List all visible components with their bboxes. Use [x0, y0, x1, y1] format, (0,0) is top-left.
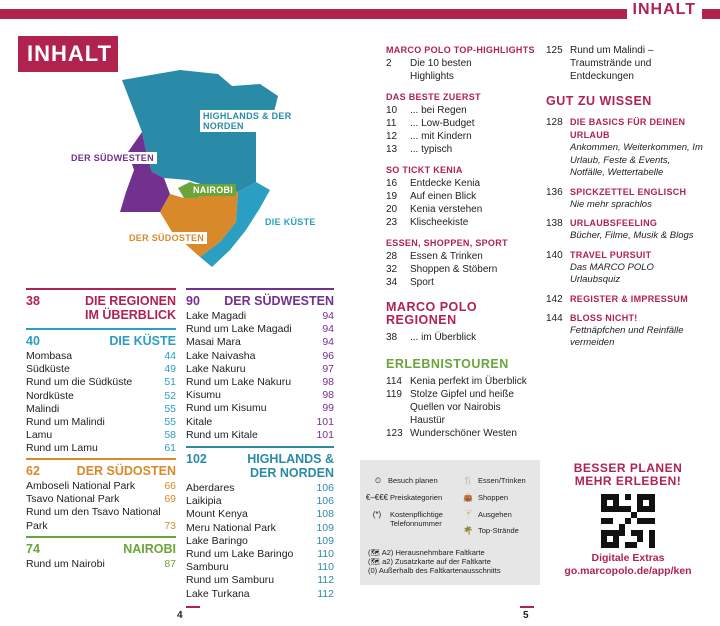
toc-entry-page — [546, 70, 570, 83]
toc-entry[interactable] — [186, 376, 334, 389]
region-entry-list — [26, 558, 176, 571]
toc-entry-title: Malindi — [26, 402, 60, 415]
toc-entry-title: Lake Magadi — [186, 310, 247, 322]
toc-entry[interactable] — [386, 388, 536, 401]
toc-entry[interactable] — [386, 375, 536, 388]
section-suedwesten — [186, 288, 334, 442]
toc-list — [386, 104, 536, 156]
wissen-page: 140 — [546, 249, 563, 261]
heading-top-highlights: MARCO POLO TOP-HIGHLIGHTS — [386, 45, 535, 55]
toc-entry-page: 109 — [316, 534, 334, 547]
toc-entry-page: 55 — [164, 416, 176, 429]
wissen-title: DIE BASICS FÜR DEINEN URLAUB — [570, 117, 686, 140]
toc-entry-page: 16 — [386, 178, 398, 189]
toc-entry-page: 110 — [317, 561, 334, 574]
toc-entry[interactable] — [186, 429, 334, 442]
wissen-title: SPICKZETTEL ENGLISCH — [570, 186, 687, 197]
toc-entry[interactable] — [26, 350, 176, 363]
toc-entry[interactable] — [186, 522, 334, 535]
toc-entry-page: 11 — [386, 118, 397, 129]
toc-entry-title: Amboseli National Park — [26, 480, 136, 492]
toc-entry[interactable] — [186, 389, 334, 402]
toc-entry-title: Quellen vor Nairobis Haustür — [410, 402, 501, 426]
wissen-subtitle: Nie mehr sprachlos — [570, 198, 652, 210]
extras-heading-2: MEHR ERLEBEN! — [574, 474, 682, 488]
header-bar — [0, 0, 720, 26]
wissen-subtitle: Bücher, Filme, Musik & Blogs — [570, 230, 694, 241]
toc-entry-title: Entdecke Kenia — [410, 178, 481, 189]
toc-entry-page: 94 — [322, 323, 334, 336]
toc-entry[interactable] — [26, 363, 176, 376]
page-line-left — [186, 606, 200, 608]
toc-entry-page — [386, 401, 410, 427]
toc-list — [386, 177, 536, 229]
wissen-page: 138 — [546, 218, 563, 229]
extras-url[interactable]: go.marcopolo.de/app/ken — [564, 565, 692, 577]
toc-entry-page: 23 — [386, 217, 398, 228]
page-number-right: 5 — [523, 610, 529, 621]
toc-entry-title: Rund um Lake Magadi — [186, 323, 292, 336]
bag-icon: 👜 — [463, 493, 473, 502]
map-label-kueste: DIE KÜSTE — [262, 216, 319, 228]
wissen-entry[interactable] — [546, 186, 706, 212]
toc-entry-page: 20 — [386, 204, 398, 215]
toc-entry-title: Essen & Trinken — [410, 251, 483, 262]
toc-entry-title: Traumstrände und — [570, 58, 652, 69]
asterisk-icon: (*) — [372, 510, 382, 519]
section-title: NAIROBI — [123, 542, 176, 556]
toc-entry-page: 106 — [316, 482, 334, 494]
toc-entry-page: 28 — [386, 251, 398, 262]
toc-entry[interactable] — [386, 117, 536, 130]
palm-icon: 🌴 — [463, 526, 473, 535]
legend-note: (0) Außerhalb des Faltkartenausschnitts — [368, 566, 501, 575]
section-title: HIGHLANDS & DER NORDEN — [247, 452, 334, 480]
toc-entry-title: ... Low-Budget — [410, 118, 475, 129]
toc-entry-title: Klischeekiste — [410, 217, 469, 228]
toc-entry-page: 112 — [317, 574, 334, 587]
section-page: 102 — [186, 452, 207, 466]
digital-extras — [548, 462, 708, 578]
toc-entry-title: Laikipia — [186, 495, 222, 508]
section-page: 40 — [26, 334, 40, 348]
toc-entry[interactable] — [386, 263, 536, 276]
toc-entry[interactable] — [386, 70, 536, 83]
toc-entry-page: 96 — [322, 349, 334, 362]
toc-entry-page: 2 — [386, 58, 392, 69]
toc-entry-page: 66 — [164, 480, 176, 492]
extras-heading-1: BESSER PLANEN — [573, 461, 683, 475]
heading-regionen: MARCO POLO REGIONEN — [386, 300, 478, 327]
toc-entry[interactable] — [186, 323, 334, 336]
section-title: DIE REGIONEN IM ÜBERBLICK — [85, 294, 176, 322]
heading-das-beste-zuerst: DAS BESTE ZUERST — [386, 92, 481, 102]
toc-entry[interactable] — [386, 177, 536, 190]
section-page: 74 — [26, 542, 40, 556]
region-entry-list — [26, 480, 176, 533]
glass-icon: 🍸 — [463, 510, 473, 519]
legend-item — [364, 510, 454, 528]
toc-entry[interactable] — [186, 310, 334, 323]
toc-entry-page: 87 — [164, 558, 176, 570]
toc-entry-title: Meru National Park — [186, 521, 276, 534]
toc-entry-title: Die 10 besten — [410, 58, 472, 69]
legend-text: Besuch planen — [388, 476, 438, 485]
toc-entry[interactable] — [386, 57, 536, 70]
wissen-entry[interactable] — [546, 116, 706, 180]
toc-entry-title: Mount Kenya — [186, 508, 248, 521]
toc-entry-title: ... bei Regen — [410, 105, 467, 116]
toc-entry-page: 119 — [386, 389, 402, 400]
wissen-page: 144 — [546, 312, 563, 324]
toc-entry[interactable] — [26, 558, 176, 571]
legend-text: Essen/Trinken — [478, 476, 526, 485]
toc-entry-page: 52 — [164, 389, 176, 402]
toc-entry[interactable] — [386, 130, 536, 143]
section-overview — [26, 288, 176, 324]
toc-entry-page: 13 — [386, 144, 398, 155]
euro-icon: €–€€€ — [365, 493, 389, 502]
toc-entry[interactable] — [186, 482, 334, 495]
legend-item — [364, 493, 442, 502]
toc-entry-title: Sport — [410, 277, 434, 288]
toc-entry-title: Nordküste — [26, 389, 74, 402]
toc-entry[interactable] — [386, 401, 536, 427]
legend-note: (🗺 A2) Herausnehmbare Faltkarte — [368, 548, 485, 557]
toc-entry-title: Highlights — [410, 71, 454, 82]
toc-entry[interactable] — [386, 216, 536, 229]
legend-item — [458, 493, 508, 502]
legend-item — [368, 476, 438, 485]
toc-entry-page — [546, 57, 570, 70]
map-label-highlands: HIGHLANDS & DER NORDEN — [200, 110, 320, 132]
toc-entry-page: 69 — [164, 493, 176, 506]
toc-entry[interactable] — [26, 480, 176, 493]
section-header — [26, 288, 176, 322]
toc-entry[interactable] — [386, 104, 536, 117]
toc-entry[interactable] — [186, 588, 334, 601]
toc-entry[interactable] — [26, 376, 176, 389]
toc-entry[interactable] — [186, 416, 334, 429]
wissen-entry[interactable] — [546, 217, 706, 243]
heading-gut-zu-wissen: GUT ZU WISSEN — [546, 94, 652, 108]
toc-entry[interactable] — [386, 250, 536, 263]
page-line-right — [520, 606, 534, 608]
toc-entry-page: 32 — [386, 264, 398, 275]
toc-entry-page: 51 — [164, 376, 176, 389]
toc-entry-page: 58 — [164, 429, 176, 442]
toc-entry[interactable] — [26, 403, 176, 416]
section-nairobi — [26, 536, 176, 571]
toc-entry[interactable] — [186, 350, 334, 363]
toc-entry[interactable] — [386, 331, 536, 344]
map-label-suedosten: DER SÜDOSTEN — [126, 232, 207, 244]
heading-erlebnistouren: ERLEBNISTOUREN — [386, 357, 509, 371]
toc-entry-title: Rund um Kitale — [186, 428, 258, 441]
toc-entry-page: 97 — [322, 362, 334, 375]
region-entry-list — [186, 482, 334, 601]
toc-entry[interactable] — [386, 143, 536, 156]
toc-entry[interactable] — [26, 416, 176, 429]
header-line — [0, 9, 720, 19]
column-contents-4 — [546, 44, 706, 356]
toc-entry-title: Lake Naivasha — [186, 349, 256, 362]
toc-list — [546, 44, 706, 83]
toc-entry[interactable] — [186, 561, 334, 574]
toc-entry-title: Shoppen & Stöbern — [410, 264, 498, 275]
toc-entry[interactable] — [386, 427, 536, 440]
toc-entry-page: 19 — [386, 191, 398, 202]
toc-entry-title: ... typisch — [410, 144, 453, 155]
toc-entry-title: Lake Turkana — [186, 587, 250, 600]
toc-entry[interactable] — [186, 508, 334, 521]
toc-entry-title: Rund um Lake Baringo — [186, 548, 294, 561]
toc-entry-page: 94 — [322, 336, 334, 349]
page-title: INHALT — [18, 36, 118, 72]
wissen-subtitle: Fettnäpfchen und Reinfälle vermeiden — [570, 324, 684, 348]
toc-entry[interactable] — [26, 493, 176, 506]
toc-entry-page — [386, 70, 410, 83]
toc-entry-page: 109 — [316, 521, 334, 534]
kenya-region-map — [60, 62, 320, 272]
toc-entry-page: 44 — [164, 350, 176, 362]
wissen-entry[interactable] — [546, 312, 706, 350]
toc-entry[interactable] — [546, 70, 706, 83]
toc-entry-title: Wunderschöner Westen — [410, 428, 517, 439]
toc-entry-page: 123 — [386, 428, 403, 439]
toc-entry-title: ... im Überblick — [410, 332, 477, 343]
toc-entry-page: 12 — [386, 131, 398, 142]
legend-item — [458, 510, 512, 519]
toc-entry[interactable] — [546, 57, 706, 70]
map-label-suedwesten: DER SÜDWESTEN — [68, 152, 157, 164]
toc-entry-title: Mombasa — [26, 350, 73, 362]
region-entry-list — [26, 350, 176, 456]
wissen-entry[interactable] — [546, 249, 706, 287]
toc-entry-title: Lake Nakuru — [186, 362, 246, 375]
toc-entry-title: Rund um den Tsavo National — [26, 506, 161, 519]
legend-text: Ausgehen — [478, 510, 512, 519]
wissen-subtitle: Das MARCO POLO Urlaubsquiz — [570, 261, 654, 285]
toc-entry-page: 38 — [386, 332, 398, 343]
toc-entry[interactable] — [186, 402, 334, 415]
legend-text: Preiskategorien — [390, 493, 443, 502]
section-header — [26, 328, 176, 348]
toc-entry-page: 110 — [317, 548, 334, 561]
extras-label: Digitale Extras — [591, 552, 665, 564]
clock-icon: ⏲ — [374, 476, 382, 485]
toc-entry-page: 49 — [164, 363, 176, 376]
toc-entry-page: 106 — [316, 495, 334, 508]
toc-entry[interactable] — [186, 548, 334, 561]
toc-entry-title: Kenia perfekt im Überblick — [410, 376, 527, 387]
toc-entry-title: Rund um Samburu — [186, 574, 275, 587]
toc-entry[interactable] — [26, 520, 176, 533]
toc-entry[interactable] — [26, 442, 176, 455]
toc-entry-page: 101 — [316, 415, 334, 428]
section-page: 90 — [186, 294, 200, 308]
wissen-list — [546, 116, 706, 350]
wissen-subtitle: Ankommen, Weiterkommen, Im Urlaub, Feste & Events, Notfälle, Wettertabelle — [570, 142, 703, 178]
section-kueste — [26, 328, 176, 456]
wissen-title: URLAUBSFEELING — [570, 218, 658, 228]
legend-note: (🗺 a2) Zusatzkarte auf der Faltkarte — [368, 557, 491, 566]
section-title: DER SÜDWESTEN — [224, 294, 334, 308]
region-entry-list — [186, 310, 334, 442]
toc-entry-page: 99 — [322, 402, 334, 415]
toc-entry-title: Aberdares — [186, 482, 235, 494]
toc-entry[interactable] — [26, 390, 176, 403]
toc-entry[interactable] — [26, 429, 176, 442]
toc-entry-title: Stolze Gipfel und heiße — [410, 389, 514, 400]
toc-list — [386, 57, 536, 83]
toc-entry[interactable] — [386, 276, 536, 289]
section-title: DIE KÜSTE — [109, 334, 176, 348]
toc-entry-title: Tsavo National Park — [26, 493, 120, 506]
toc-entry-page: 94 — [322, 310, 334, 322]
toc-entry[interactable] — [186, 363, 334, 376]
legend-item — [458, 526, 519, 535]
wissen-page: 142 — [546, 293, 563, 305]
toc-entry-title: Rund um Malindi — [26, 416, 105, 429]
toc-entry-page: 98 — [322, 376, 334, 389]
toc-entry-title: Rund um Malindi – — [570, 45, 654, 56]
toc-entry-title: Rund um Kisumu — [186, 402, 267, 415]
toc-entry-title: Kitale — [186, 415, 213, 428]
toc-entry-title: Samburu — [186, 561, 229, 574]
toc-entry-page: 98 — [322, 389, 334, 402]
toc-entry[interactable] — [26, 506, 176, 519]
qr-code-icon[interactable] — [601, 494, 655, 548]
toc-entry[interactable] — [186, 495, 334, 508]
toc-list — [386, 375, 536, 440]
section-highlands — [186, 446, 334, 601]
toc-entry-title: Entdeckungen — [570, 71, 634, 82]
toc-entry-page: 73 — [164, 519, 176, 532]
column-contents-3 — [386, 44, 536, 440]
map-label-nairobi: NAIROBI — [190, 184, 236, 196]
toc-entry[interactable] — [186, 574, 334, 587]
toc-entry[interactable] — [386, 203, 536, 216]
toc-list — [386, 250, 536, 289]
wissen-page: 136 — [546, 186, 563, 198]
toc-entry-page: 112 — [317, 587, 334, 600]
section-header — [186, 288, 334, 308]
wissen-title: BLOSS NICHT! — [570, 312, 638, 323]
heading-so-tickt-kenia: SO TICKT KENIA — [386, 165, 463, 175]
toc-entry[interactable] — [386, 190, 536, 203]
toc-entry-title: Rund um Lake Nakuru — [186, 376, 292, 389]
wissen-title: REGISTER & IMPRESSUM — [570, 293, 689, 304]
section-header — [186, 446, 334, 480]
toc-entry-title: Lake Baringo — [186, 534, 248, 547]
toc-entry-title: Rund um die Südküste — [26, 376, 133, 389]
toc-entry[interactable] — [186, 336, 334, 349]
toc-entry[interactable] — [186, 535, 334, 548]
toc-entry-page: 55 — [164, 402, 176, 415]
legend-text: Shoppen — [478, 493, 509, 502]
toc-entry-title: Südküste — [26, 363, 70, 376]
toc-entry-page: 101 — [316, 428, 334, 441]
toc-list — [386, 331, 536, 344]
section-title: DER SÜDOSTEN — [76, 464, 176, 478]
legend-notes — [368, 548, 501, 575]
cutlery-icon: 🍴 — [463, 476, 473, 485]
toc-entry-title: Masai Mara — [186, 336, 241, 349]
section-header — [26, 458, 176, 478]
toc-entry[interactable] — [546, 44, 706, 57]
toc-entry-page: 114 — [386, 376, 402, 387]
header-tab: INHALT — [627, 0, 702, 20]
toc-entry-title: Rund um Lamu — [26, 442, 98, 455]
wissen-entry[interactable] — [546, 293, 706, 306]
toc-entry-page: 34 — [386, 277, 398, 288]
toc-entry-title: Kenia verstehen — [410, 204, 483, 215]
symbol-legend — [360, 460, 540, 585]
toc-entry-title: ... mit Kindern — [410, 131, 472, 142]
section-page: 62 — [26, 464, 40, 478]
wissen-page: 128 — [546, 117, 563, 128]
section-suedosten — [26, 458, 176, 533]
toc-entry-title: Lamu — [26, 429, 53, 442]
section-page: 38 — [26, 294, 40, 308]
legend-item — [458, 476, 526, 485]
toc-entry-title: Kisumu — [186, 389, 222, 402]
legend-text: Top-Strände — [478, 526, 519, 535]
toc-entry-title: Park — [26, 519, 48, 532]
toc-entry-page: 108 — [316, 508, 334, 521]
toc-entry-page: 61 — [164, 442, 176, 455]
heading-essen-shoppen-sport: ESSEN, SHOPPEN, SPORT — [386, 238, 508, 248]
toc-entry-title: Auf einen Blick — [410, 191, 477, 202]
toc-entry-page: 10 — [386, 105, 398, 116]
toc-entry-title: Rund um Nairobi — [26, 558, 105, 570]
legend-text: Kostenpflichtige Telefonnummer — [390, 510, 443, 528]
section-header — [26, 536, 176, 556]
toc-entry-page: 125 — [546, 45, 563, 56]
page-number-left: 4 — [177, 610, 183, 621]
wissen-title: TRAVEL PURSUIT — [570, 249, 652, 260]
